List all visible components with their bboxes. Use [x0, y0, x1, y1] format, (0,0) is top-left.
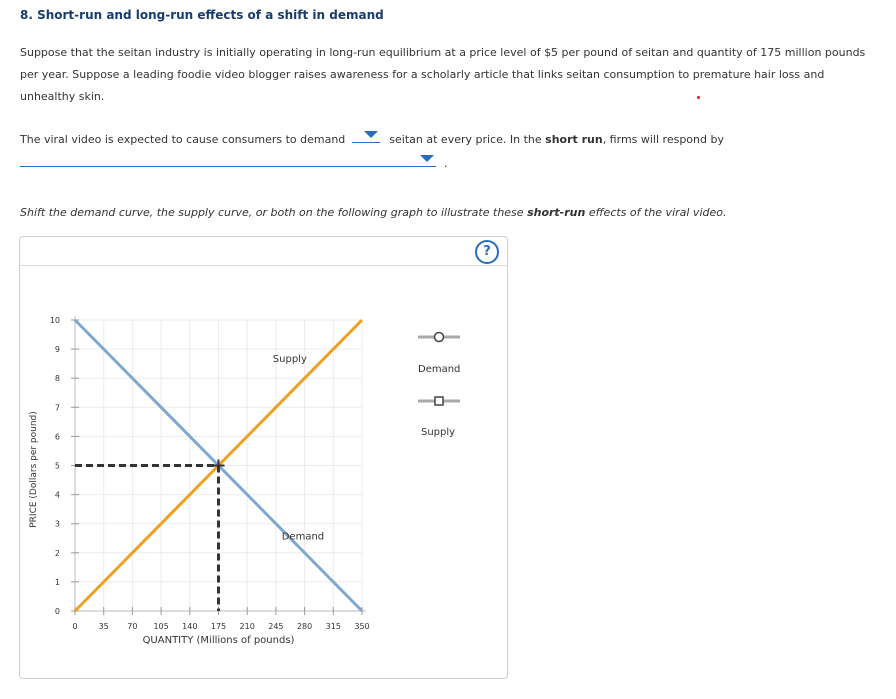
- y-tick-label: 6: [54, 432, 60, 442]
- y-tick-label: 8: [54, 374, 60, 384]
- legend-demand-label: Demand: [418, 364, 461, 375]
- x-tick-label: 105: [153, 622, 169, 631]
- x-tick-label: 70: [127, 622, 138, 631]
- chevron-down-icon: [364, 131, 378, 138]
- y-tick-label: 5: [54, 461, 60, 471]
- question-sentence: [20, 128, 724, 150]
- red-marker-dot: [697, 96, 700, 99]
- x-tick-label: 280: [296, 622, 313, 631]
- sentence-part-1: The viral video is expected to cause consumers to demand: [20, 133, 346, 146]
- instruction-bold: short-run: [527, 206, 586, 219]
- y-tick-label: 0: [54, 607, 60, 616]
- sentence-bold-short-run: short run: [545, 133, 603, 146]
- y-tick-label: 2: [54, 548, 60, 558]
- question-title: 8. Short-run and long-run effects of a shift in demand: [20, 8, 384, 22]
- x-tick-label: 0: [72, 622, 78, 631]
- x-tick-label: 140: [182, 622, 198, 631]
- legend-supply-marker: [435, 397, 443, 405]
- sentence-part-3: , firms will respond by: [602, 133, 724, 146]
- graph-panel: [19, 236, 508, 679]
- demand-change-dropdown[interactable]: [352, 128, 380, 143]
- graph-instruction: [20, 206, 726, 219]
- y-tick-label: 1: [54, 577, 60, 587]
- supply-curve-label: Supply: [272, 354, 307, 366]
- supply-demand-graph[interactable]: [20, 237, 507, 678]
- sentence-end-period: .: [444, 157, 448, 170]
- demand-curve-label: Demand: [281, 531, 325, 543]
- firm-response-wrap: [20, 152, 436, 171]
- x-tick-label: 35: [98, 622, 109, 631]
- legend-demand-marker: [435, 333, 444, 342]
- instruction-part-1: Shift the demand curve, the supply curve, or both on the following graph to illustrate these: [20, 206, 524, 219]
- y-axis-title: PRICE (Dollars per pound): [29, 411, 39, 528]
- x-tick-label: 350: [354, 622, 370, 631]
- firm-response-dropdown[interactable]: [20, 152, 436, 167]
- legend-supply-label: Supply: [421, 427, 456, 438]
- y-tick-label: 4: [54, 490, 60, 500]
- y-tick-label: 9: [54, 345, 60, 355]
- x-tick-label: 210: [239, 622, 255, 631]
- help-icon[interactable]: ?: [475, 240, 499, 264]
- x-tick-label: 245: [268, 622, 284, 631]
- y-tick-label: 10: [49, 316, 60, 325]
- x-tick-label: 315: [325, 622, 341, 631]
- y-tick-label: 3: [54, 519, 60, 529]
- y-tick-label: 7: [54, 403, 60, 413]
- sentence-part-2: seitan at every price. In the: [389, 133, 542, 146]
- question-paragraph: Suppose that the seitan industry is initially operating in long-run equilibrium at a price level of $5 per pound of seitan and quantity of 175 million pounds per year. Suppose a leading foodie video blogger raises awareness for a scholarly article that links seitan consumption to premature hair loss and unhealthy skin.: [20, 46, 866, 103]
- chevron-down-icon: [420, 155, 434, 162]
- x-tick-label: 175: [210, 622, 227, 631]
- instruction-part-2: effects of the viral video.: [588, 206, 727, 219]
- x-axis-title: QUANTITY (Millions of pounds): [142, 635, 295, 646]
